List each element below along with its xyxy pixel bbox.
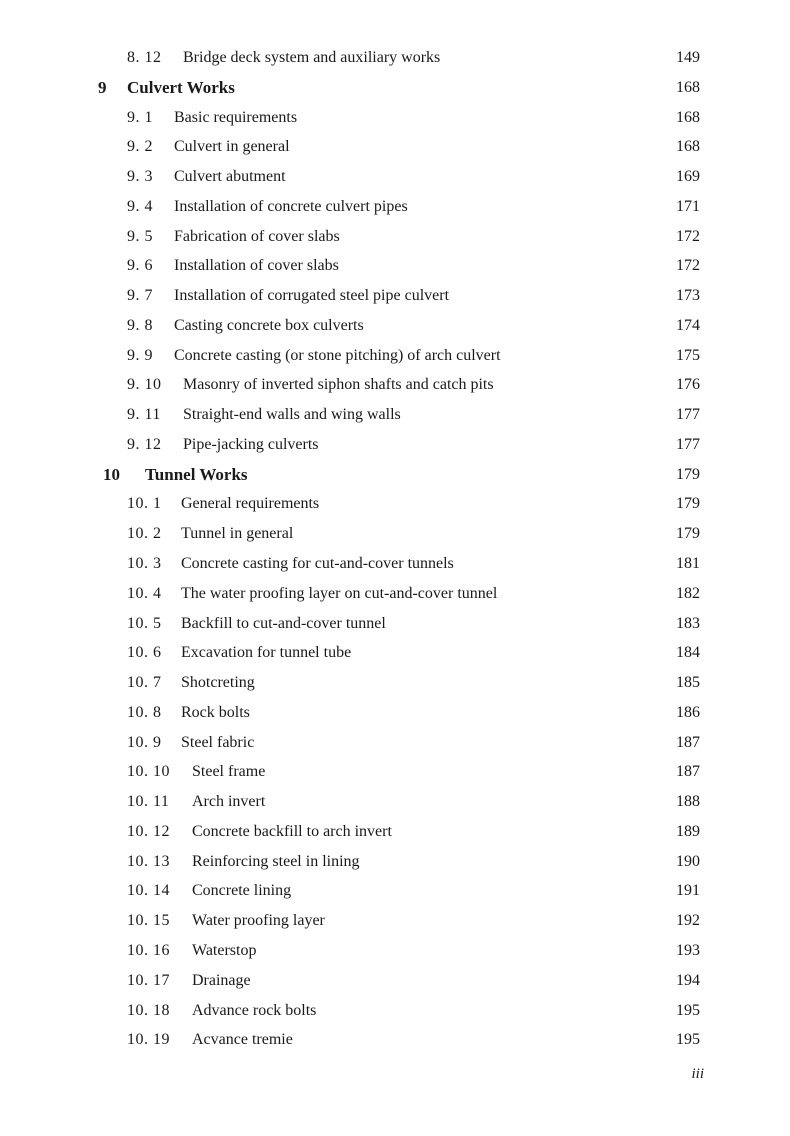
toc-section-row[interactable] [0,698,790,728]
section-number: 9. 7 [127,287,153,305]
page-number: 168 [676,108,700,126]
section-number: 9. 1 [127,108,153,126]
section-title: Tunnel in general [181,525,294,543]
section-title: Pipe-jacking culverts [183,435,319,453]
page-number: 171 [676,197,700,215]
toc-section-row[interactable] [0,430,790,460]
section-number: 9. 12 [127,435,162,453]
section-title: Acvance tremie [192,1031,293,1049]
page-number: 189 [676,822,700,840]
toc-section-row[interactable] [0,668,790,698]
page-number: 195 [676,1001,700,1019]
page-number: 187 [676,763,700,781]
section-title: Reinforcing steel in lining [192,852,360,870]
section-title: Masonry of inverted siphon shafts and catch pits [183,376,494,394]
section-title: Water proofing layer [192,912,325,930]
toc-section-row[interactable] [0,311,790,341]
section-title: Installation of cover slabs [174,257,339,275]
page-number: 177 [676,406,700,424]
section-number: 9. 4 [127,197,153,215]
toc-section-row[interactable] [0,847,790,877]
section-title: Waterstop [192,941,257,959]
section-number: 10. 13 [127,852,170,870]
page-number: 187 [676,733,700,751]
section-title: Concrete backfill to arch invert [192,822,392,840]
toc-section-row[interactable] [0,400,790,430]
toc-section-row[interactable] [0,43,790,73]
section-title: Advance rock bolts [192,1001,317,1019]
section-number: 10. 3 [127,555,162,573]
page-number: 169 [676,168,700,186]
page-number: 149 [676,49,700,66]
chapter-number: 10 [103,464,120,484]
section-number: 9. 10 [127,376,162,394]
section-number: 10. 5 [127,614,162,632]
section-number: 9. 9 [127,346,153,364]
section-title: Steel fabric [181,733,255,751]
page-number: 179 [676,495,700,513]
page-number: 168 [676,138,700,156]
page-number: 172 [676,257,700,275]
section-title: Drainage [192,971,251,989]
page-number: 177 [676,435,700,453]
section-title: Casting concrete box culverts [174,316,364,334]
section-number: 10. 4 [127,584,162,602]
page-number: 195 [676,1031,700,1049]
page-number: 186 [676,703,700,721]
section-title: Rock bolts [181,703,250,721]
page-number: 179 [676,525,700,543]
page-number: 184 [676,644,700,662]
toc-section-row[interactable] [0,966,790,996]
toc-section-row[interactable] [0,341,790,371]
section-title: Basic requirements [174,108,298,126]
page-number: 168 [676,78,700,96]
toc-section-row[interactable] [0,370,790,400]
section-title: Excavation for tunnel tube [181,644,352,662]
toc-section-row[interactable] [0,132,790,162]
page-number: 176 [676,376,700,394]
page-number: 172 [676,227,700,245]
section-title: Installation of concrete culvert pipes [174,197,408,215]
section-number: 9. 8 [127,316,153,334]
toc-section-row[interactable] [0,757,790,787]
page-number: 193 [676,941,700,959]
section-title: Culvert in general [174,138,290,156]
section-title: Concrete casting (or stone pitching) of arch culvert [174,346,501,364]
section-title: Concrete lining [192,882,292,900]
page-number: 185 [676,674,700,692]
toc-section-row[interactable] [0,281,790,311]
table-of-contents [0,43,790,1055]
section-title: The water proofing layer on cut-and-cover tunnel [181,584,498,602]
section-number: 10. 7 [127,674,162,692]
page-folio: iii [691,1066,704,1082]
page-number: 190 [676,852,700,870]
section-title: Installation of corrugated steel pipe culvert [174,287,450,305]
toc-section-row[interactable] [0,1025,790,1055]
toc-section-row[interactable] [0,519,790,549]
page-number: 188 [676,793,700,811]
section-number: 10. 12 [127,822,170,840]
toc-section-row[interactable] [0,906,790,936]
toc-chapter-row[interactable] [0,73,790,103]
section-number: 10. 15 [127,912,170,930]
section-title: Shotcreting [181,674,255,692]
chapter-title: Culvert Works [127,77,235,97]
section-title: Straight-end walls and wing walls [183,406,401,424]
section-number: 10. 2 [127,525,162,543]
section-number: 9. 3 [127,168,153,186]
toc-section-row[interactable] [0,817,790,847]
section-title: Fabrication of cover slabs [174,227,340,245]
section-number: 10. 16 [127,941,170,959]
page-number: 174 [676,316,700,334]
page-number: 175 [676,346,700,364]
section-number: 8. 12 [127,49,162,66]
toc-section-row[interactable] [0,609,790,639]
toc-section-row[interactable] [0,251,790,281]
page-number: 179 [676,465,700,483]
page-number: 182 [676,584,700,602]
section-number: 10. 9 [127,733,162,751]
section-number: 10. 6 [127,644,162,662]
toc-section-row[interactable] [0,489,790,519]
section-number: 10. 18 [127,1001,170,1019]
section-title: Concrete casting for cut-and-cover tunnels [181,555,454,573]
section-number: 10. 19 [127,1031,170,1049]
section-title: Arch invert [192,793,266,811]
section-number: 9. 5 [127,227,153,245]
section-number: 10. 14 [127,882,170,900]
toc-section-row[interactable] [0,579,790,609]
page-number: 183 [676,614,700,632]
section-number: 9. 6 [127,257,153,275]
section-number: 9. 2 [127,138,153,156]
section-number: 10. 8 [127,703,162,721]
page-number: 181 [676,555,700,573]
section-number: 9. 11 [127,406,161,424]
section-title: Culvert abutment [174,168,286,186]
toc-section-row[interactable] [0,549,790,579]
toc-section-row[interactable] [0,222,790,252]
page-number: 194 [676,971,700,989]
toc-chapter-row[interactable] [0,460,790,490]
section-title: Bridge deck system and auxiliary works [183,49,441,66]
toc-section-row[interactable] [0,787,790,817]
toc-section-row[interactable] [0,936,790,966]
section-number: 10. 11 [127,793,170,811]
section-number: 10. 1 [127,495,162,513]
toc-section-row[interactable] [0,162,790,192]
toc-section-row[interactable] [0,103,790,133]
page-number: 173 [676,287,700,305]
page-number: 191 [676,882,700,900]
section-number: 10. 17 [127,971,170,989]
toc-section-row[interactable] [0,192,790,222]
page-number: 192 [676,912,700,930]
section-number: 10. 10 [127,763,170,781]
chapter-number: 9 [98,77,107,97]
toc-section-row[interactable] [0,996,790,1026]
section-title: Backfill to cut-and-cover tunnel [181,614,386,632]
section-title: General requirements [181,495,320,513]
section-title: Steel frame [192,763,266,781]
chapter-title: Tunnel Works [145,464,248,484]
toc-section-row[interactable] [0,638,790,668]
toc-section-row[interactable] [0,876,790,906]
toc-section-row[interactable] [0,728,790,758]
